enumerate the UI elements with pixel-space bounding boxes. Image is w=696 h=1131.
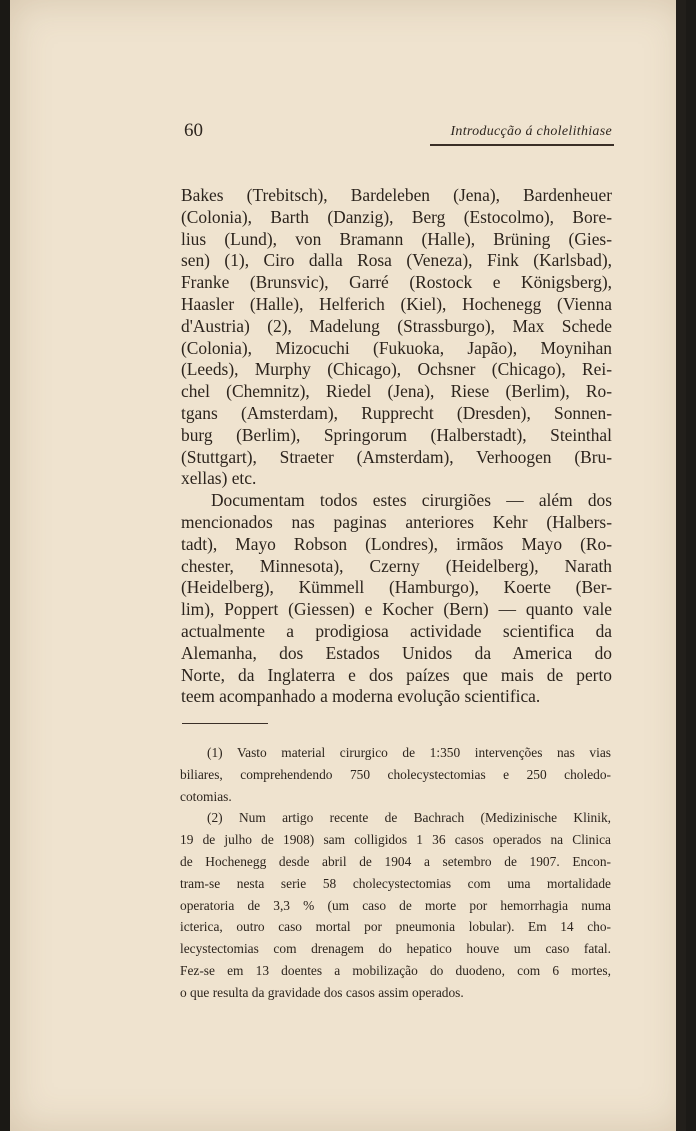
footnote-line: tram-se nesta serie 58 cholecystectomias com uma mortalidade: [180, 875, 611, 891]
text-line: xellas) etc.: [181, 468, 257, 489]
running-header: [172, 118, 614, 148]
text-line: sen) (1), Ciro dalla Rosa (Veneza), Fink (Karlsbad),: [181, 250, 612, 271]
text-line: chel (Chemnitz), Riedel (Jena), Riese (Berlim), Ro-: [181, 381, 612, 402]
footnote-line: de Hochenegg desde abril de 1904 a setembro de 1907. Encon-: [180, 853, 611, 869]
text-line: Haasler (Halle), Helferich (Kiel), Hochenegg (Vienna: [181, 293, 612, 314]
footnote-1: [180, 744, 611, 809]
text-line: burg (Berlim), Springorum (Halberstadt), Steinthal: [181, 424, 612, 445]
footnotes: [180, 744, 611, 1006]
footnote-line: Fez-se em 13 doentes a mobilização do duodeno, com 6 mortes,: [180, 962, 611, 978]
footnote-rule: [182, 723, 268, 724]
text-line: (Stuttgart), Straeter (Amsterdam), Verhoogen (Bru-: [181, 446, 612, 467]
text-line: Alemanha, dos Estados Unidos da America do: [181, 642, 612, 663]
text-line: (Heidelberg), Kümmell (Hamburgo), Koerte (Ber-: [181, 577, 612, 598]
paragraph-1: [181, 185, 612, 490]
text-line: lim), Poppert (Giessen) e Kocher (Bern) — quanto vale: [181, 599, 612, 620]
text-line: mencionados nas paginas anteriores Kehr (Halbers-: [181, 511, 612, 532]
text-line: teem acompanhado a moderna evolução scientifica.: [181, 686, 541, 707]
text-line: Bakes (Trebitsch), Bardeleben (Jena), Bardenheuer: [181, 185, 612, 205]
text-line: tadt), Mayo Robson (Londres), irmãos Mayo (Ro-: [181, 533, 612, 554]
running-title: Introducção á cholelithiase: [450, 124, 612, 139]
text-line: Norte, da Inglaterra e dos paízes que mais de perto: [181, 664, 612, 685]
text-line: chester, Minnesota), Czerny (Heidelberg), Narath: [181, 555, 612, 576]
text-line: (Colonia), Mizocuchi (Fukuoka, Japão), Moynihan: [181, 337, 612, 358]
body-text: [181, 185, 612, 708]
footnote-line: operatoria de 3,3 % (um caso de morte por hemorrhagia numa: [180, 897, 611, 913]
text-line: (Leeds), Murphy (Chicago), Ochsner (Chicago), Rei-: [181, 359, 612, 380]
text-line: tgans (Amsterdam), Rupprecht (Dresden), Sonnen-: [181, 402, 612, 423]
footnote-line: biliares, comprehendendo 750 cholecystectomias e 250 choledo-: [180, 766, 611, 782]
text-line: (Colonia), Barth (Danzig), Berg (Estocolmo), Bore-: [181, 206, 612, 227]
footnote-line: lecystectomias com drenagem do hepatico houve um caso fatal.: [180, 941, 611, 957]
text-line: Documentam todos estes cirurgiões — além dos: [211, 490, 612, 511]
footnote-line: (2) Num artigo recente de Bachrach (Medizinische Klinik,: [207, 810, 611, 826]
page-number: 60: [184, 120, 203, 141]
header-rule: [430, 144, 614, 146]
footnote-line: (1) Vasto material cirurgico de 1:350 intervenções nas vias: [207, 745, 611, 760]
book-binding-left: [0, 0, 10, 1131]
text-line: d'Austria) (2), Madelung (Strassburgo), Max Schede: [181, 315, 612, 336]
paragraph-2: [181, 490, 612, 708]
book-binding-right: [676, 0, 686, 1131]
footnote-line: icterica, outro caso mortal por pneumonia lobular). Em 14 cho-: [180, 919, 611, 935]
text-line: lius (Lund), von Bramann (Halle), Brüning (Gies-: [181, 228, 612, 249]
footnote-2: [180, 809, 611, 1005]
footnote-line: o que resulta da gravidade dos casos assim operados.: [180, 984, 464, 1000]
text-line: actualmente a prodigiosa actividade scientifica da: [181, 620, 612, 641]
text-line: Franke (Brunsvic), Garré (Rostock e Königsberg),: [181, 272, 612, 293]
footnote-line: cotomias.: [180, 788, 232, 804]
footnote-line: 19 de julho de 1908) sam colligidos 1 36 casos operados na Clinica: [180, 832, 611, 848]
